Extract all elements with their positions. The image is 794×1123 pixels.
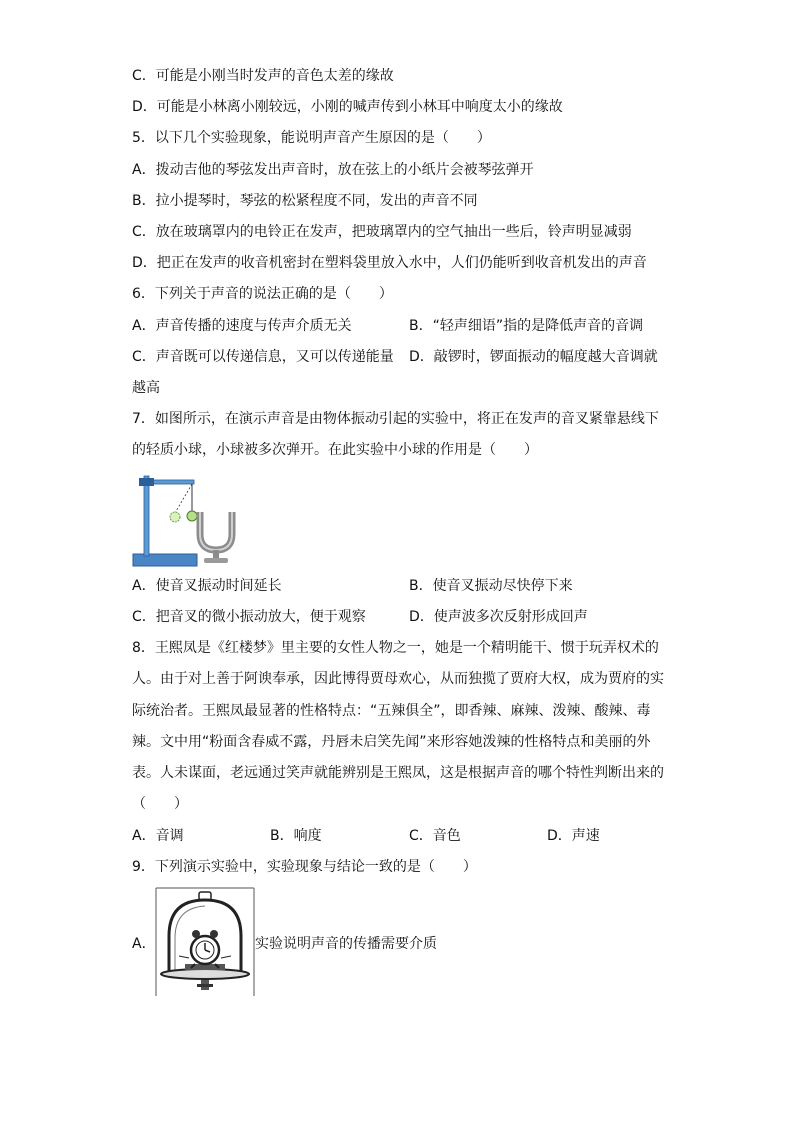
q7-stem-line2: 的轻质小球，小球被多次弹开。在此实验中小球的作用是（ ） bbox=[132, 442, 538, 458]
q8-stem-line2: 人。由于对上善于阿谀奉承，因此博得贾母欢心，从而独揽了贾府大权，成为贾府的实 bbox=[132, 671, 664, 687]
q9-stem: 9．下列演示实验中，实验现象与结论一致的是（ ） bbox=[132, 859, 477, 875]
q8-stem-line5: 表。人未谋面，老远通过笑声就能辨别是王熙凤，这是根据声音的哪个特性判断出来的 bbox=[132, 765, 664, 781]
q9-option-a-label: A． bbox=[132, 936, 156, 952]
q4-option-c: C．可能是小刚当时发声的音色太差的缘故 bbox=[132, 68, 394, 84]
q5-option-c: C．放在玻璃罩内的电铃正在发声，把玻璃罩内的空气抽出一些后，铃声明显减弱 bbox=[132, 224, 632, 240]
q8-stem-line4: 辣。文中用“粉面含春威不露，丹唇未启笑先闻”来形容她泼辣的性格特点和美丽的外 bbox=[132, 734, 651, 750]
q9-option-a-text: 实验说明声音的传播需要介质 bbox=[255, 936, 437, 952]
q8-stem-line6: （ ） bbox=[132, 796, 188, 812]
q6-option-d: D．敲锣时，锣面振动的幅度越大音调就 bbox=[409, 349, 658, 365]
q5-option-a: A．拨动吉他的琴弦发出声音时，放在弦上的小纸片会被琴弦弹开 bbox=[132, 162, 534, 178]
q5-stem: 5．以下几个实验现象，能说明声音产生原因的是（ ） bbox=[132, 130, 491, 146]
q6-option-a: A．声音传播的速度与传声介质无关 bbox=[132, 318, 352, 334]
q8-option-a: A．音调 bbox=[132, 828, 184, 844]
q8-option-b: B．响度 bbox=[270, 828, 322, 844]
q8-stem-line1: 8．王熙凤是《红楼梦》里主要的女性人物之一，她是一个精明能干、惯于玩弄权术的 bbox=[132, 640, 659, 656]
q7-option-d: D．使声波多次反射形成回声 bbox=[409, 609, 588, 625]
q5-option-d: D．把正在发声的收音机密封在塑料袋里放入水中，人们仍能听到收音机发出的声音 bbox=[132, 255, 647, 271]
tuning-fork-figure bbox=[130, 470, 260, 570]
q8-stem-line3: 际统治者。王熙凤最显著的性格特点：“五辣俱全”，即香辣、麻辣、泼辣、酸辣、毒 bbox=[132, 703, 651, 719]
bell-jar-figure bbox=[155, 886, 255, 998]
q8-option-c: C．音色 bbox=[409, 828, 461, 844]
q4-option-d: D．可能是小林离小刚较远，小刚的喊声传到小林耳中响度太小的缘故 bbox=[132, 99, 563, 115]
q7-option-c: C．把音叉的微小振动放大，便于观察 bbox=[132, 609, 366, 625]
q7-stem-line1: 7．如图所示，在演示声音是由物体振动引起的实验中，将正在发声的音叉紧靠悬线下 bbox=[132, 411, 659, 427]
q6-option-d-continued: 越高 bbox=[132, 380, 160, 396]
q8-option-d: D．声速 bbox=[547, 828, 600, 844]
q6-option-c: C．声音既可以传递信息，又可以传递能量 bbox=[132, 349, 394, 365]
q7-option-a: A．使音叉振动时间延长 bbox=[132, 578, 282, 594]
q6-option-b: B．“轻声细语”指的是降低声音的音调 bbox=[409, 318, 644, 334]
q6-stem: 6．下列关于声音的说法正确的是（ ） bbox=[132, 286, 393, 302]
q5-option-b: B．拉小提琴时，琴弦的松紧程度不同，发出的声音不同 bbox=[132, 193, 478, 209]
q7-option-b: B．使音叉振动尽快停下来 bbox=[409, 578, 573, 594]
